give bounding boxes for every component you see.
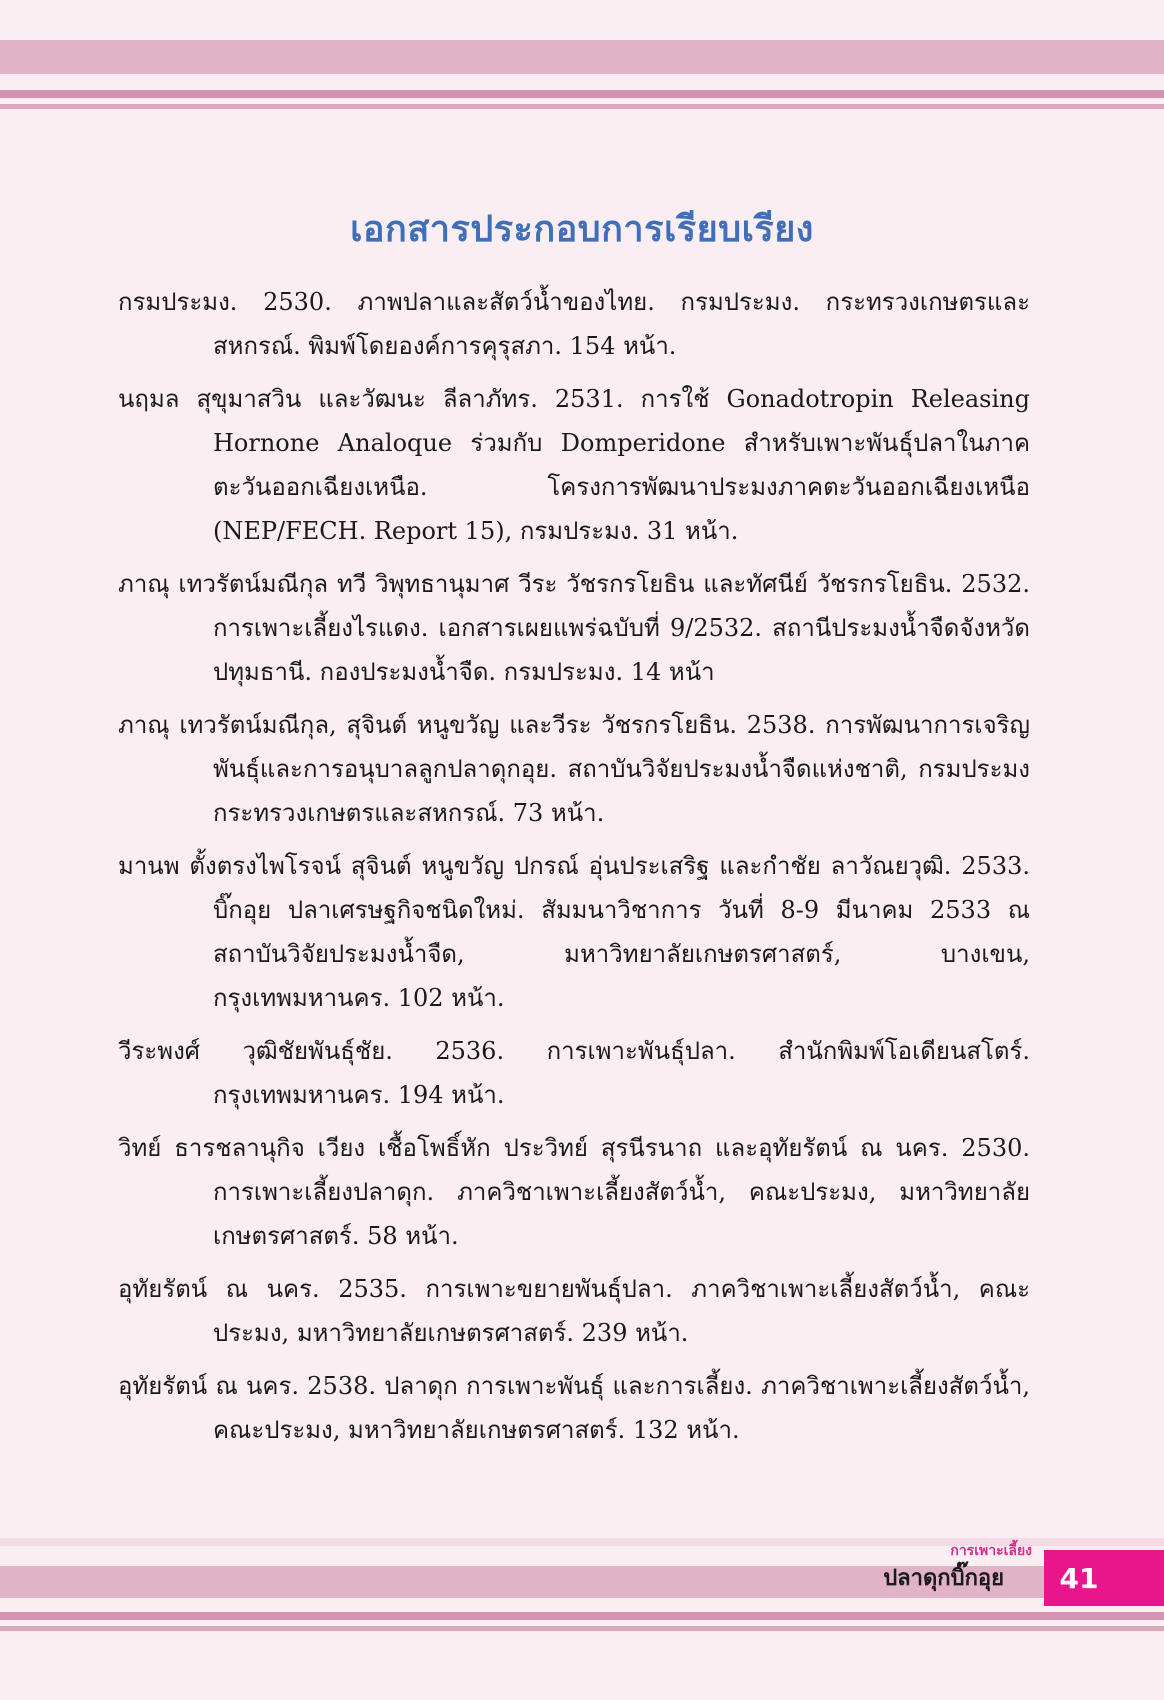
top-band-wide [0, 40, 1164, 74]
footer-series-label: การเพาะเลี้ยง [950, 1543, 1032, 1559]
top-band-stripe [0, 90, 1164, 98]
reference-item: วีระพงศ์ วุฒิชัยพันธุ์ชัย. 2536. การเพาะพันธุ์ปลา. สำนักพิมพ์โอเดียนสโตร์. กรุงเทพมหานคร. 194 หน้า. [118, 1037, 1030, 1109]
page-number: 41 [1059, 1561, 1099, 1595]
bottom-band-stripe [0, 1612, 1164, 1620]
reference-item: กรมประมง. 2530. ภาพปลาและสัตว์น้ำของไทย. กรมประมง. กระทรวงเกษตรและสหกรณ์. พิมพ์โดยองค์การคุรุสภา. 154 หน้า. [118, 288, 1030, 360]
reference-item: อุทัยรัตน์ ณ นคร. 2538. ปลาดุก การเพาะพันธุ์ และการเลี้ยง. ภาควิชาเพาะเลี้ยงสัตว์น้ำ, คณะประมง, มหาวิทยาลัยเกษตรศาสตร์. 132 หน้า. [118, 1372, 1030, 1444]
page-title: เอกสารประกอบการเรียบเรียง [350, 209, 814, 251]
reference-item: อุทัยรัตน์ ณ นคร. 2535. การเพาะขยายพันธุ์ปลา. ภาควิชาเพาะเลี้ยงสัตว์น้ำ, คณะประมง, มหาวิทยาลัยเกษตรศาสตร์. 239 หน้า. [118, 1275, 1030, 1347]
reference-item: มานพ ตั้งตรงไพโรจน์ สุจินต์ หนูขวัญ ปกรณ์ อุ่นประเสริฐ และกำชัย ลาวัณยวุฒิ. 2533. บิ๊กอุย ปลาเศรษฐกิจชนิดใหม่. สัมมนาวิชาการ วันที่ 8-9 มีนาคม 2533 ณ สถาบันวิจัยประมงน้ำจืด, มหาวิทยาลัยเกษตรศาสตร์, บางเขน, กรุงเทพมหานคร. 102 หน้า. [118, 852, 1030, 1012]
reference-item: ภาณุ เทวรัตน์มณีกุล, สุจินต์ หนูขวัญ และวีระ วัชรกรโยธิน. 2538. การพัฒนาการเจริญพันธุ์และการอนุบาลลูกปลาดุกอุย. สถาบันวิจัยประมงน้ำจืดแห่งชาติ, กรมประมง กระทรวงเกษตรและสหกรณ์. 73 หน้า. [118, 711, 1030, 827]
top-band-thin-stripe [0, 104, 1164, 109]
reference-item: นฤมล สุขุมาสวิน และวัฒนะ ลีลาภัทร. 2531. การใช้ Gonadotropin Releasing Hornone Analoque ร่วมกับ Domperidone สำหรับเพาะพันธุ์ปลาในภาคตะวันออกเฉียงเหนือ. โครงการพัฒนาประมงภาคตะวันออกเฉียงเหนือ (NEP/FECH. Report 15), กรมประมง. 31 หน้า. [118, 385, 1030, 545]
reference-item: วิทย์ ธารชลานุกิจ เวียง เชื้อโพธิ์หัก ประวิทย์ สุรนีรนาถ และอุทัยรัตน์ ณ นคร. 2530. การเพาะเลี้ยงปลาดุก. ภาควิชาเพาะเลี้ยงสัตว์น้ำ, คณะประมง, มหาวิทยาลัยเกษตรศาสตร์. 58 หน้า. [118, 1134, 1030, 1250]
page-number-badge [1044, 1550, 1164, 1606]
reference-item: ภาณุ เทวรัตน์มณีกุล ทวี วิพุทธานุมาศ วีระ วัชรกรโยธิน และทัศนีย์ วัชรกรโยธิน. 2532. การเพาะเลี้ยงไรแดง. เอกสารเผยแพร่ฉบับที่ 9/2532. สถานีประมงน้ำจืดจังหวัดปทุมธานี. กองประมงน้ำจืด. กรมประมง. 14 หน้า [118, 570, 1030, 686]
bottom-band-thin-stripe [0, 1626, 1164, 1631]
footer-book-title: ปลาดุกบิ๊กอุย [883, 1566, 1004, 1591]
reference-list [118, 280, 1030, 1461]
